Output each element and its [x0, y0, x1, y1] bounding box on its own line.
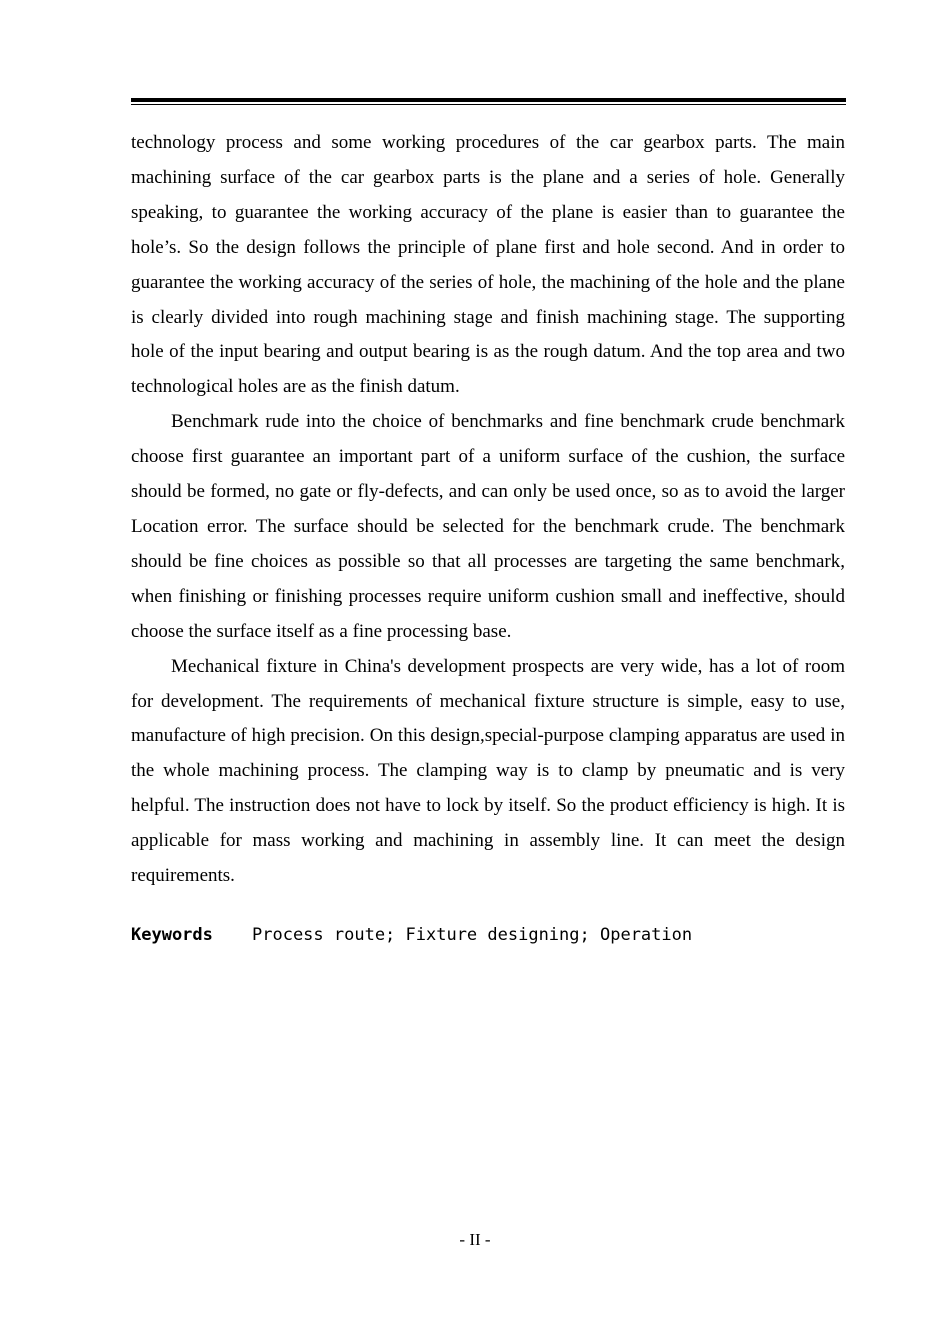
abstract-body — [131, 126, 845, 894]
page-number: - II - — [459, 1230, 491, 1249]
paragraph-continuation: technology process and some working procedures of the car gearbox parts. The main machining surface of the car gearbox parts is the plane and a series of hole. Generally speaking, to guarantee the working accuracy of the plane is easier than to guarantee the hole’s. So the design follows the principle of plane first and hole second. And in order to guarantee the working accuracy of the series of hole, the machining of the hole and the plane is clearly divided into rough machining stage and finish machining stage. The supporting hole of the input bearing and output bearing is as the rough datum. And the top area and two technological holes are as the finish datum. — [131, 132, 845, 398]
header-rule — [131, 98, 846, 106]
header-rule-thick — [131, 98, 846, 102]
paragraph-benchmark: Benchmark rude into the choice of benchmarks and fine benchmark crude benchmark choose first guarantee an important part of a uniform surface of the cushion, the surface should be formed, no gate or fly-defects, and can only be used once, so as to avoid the larger Location error. The surface should be selected for the benchmark crude. The benchmark should be fine choices as possible so that all processes are targeting the same benchmark, when finishing or finishing processes require uniform cushion small and ineffective, should choose the surface itself as a fine processing base. — [131, 411, 845, 642]
keywords-label: Keywords — [131, 925, 213, 945]
keywords-line — [131, 922, 845, 948]
paragraph-fixture: Mechanical fixture in China's development prospects are very wide, has a lot of room for development. The requirements of mechanical fixture structure is simple, easy to use, manufacture of high precision. On this design,special-purpose clamping apparatus are used in the whole machining process. The clamping way is to clamp by pneumatic and is very helpful. The instruction does not have to lock by itself. So the product efficiency is high. It is applicable for mass working and machining in assembly line. It can meet the design requirements. — [131, 655, 845, 887]
keywords-text: Process route; Fixture designing; Operation — [252, 925, 693, 945]
header-rule-thin — [131, 104, 846, 105]
